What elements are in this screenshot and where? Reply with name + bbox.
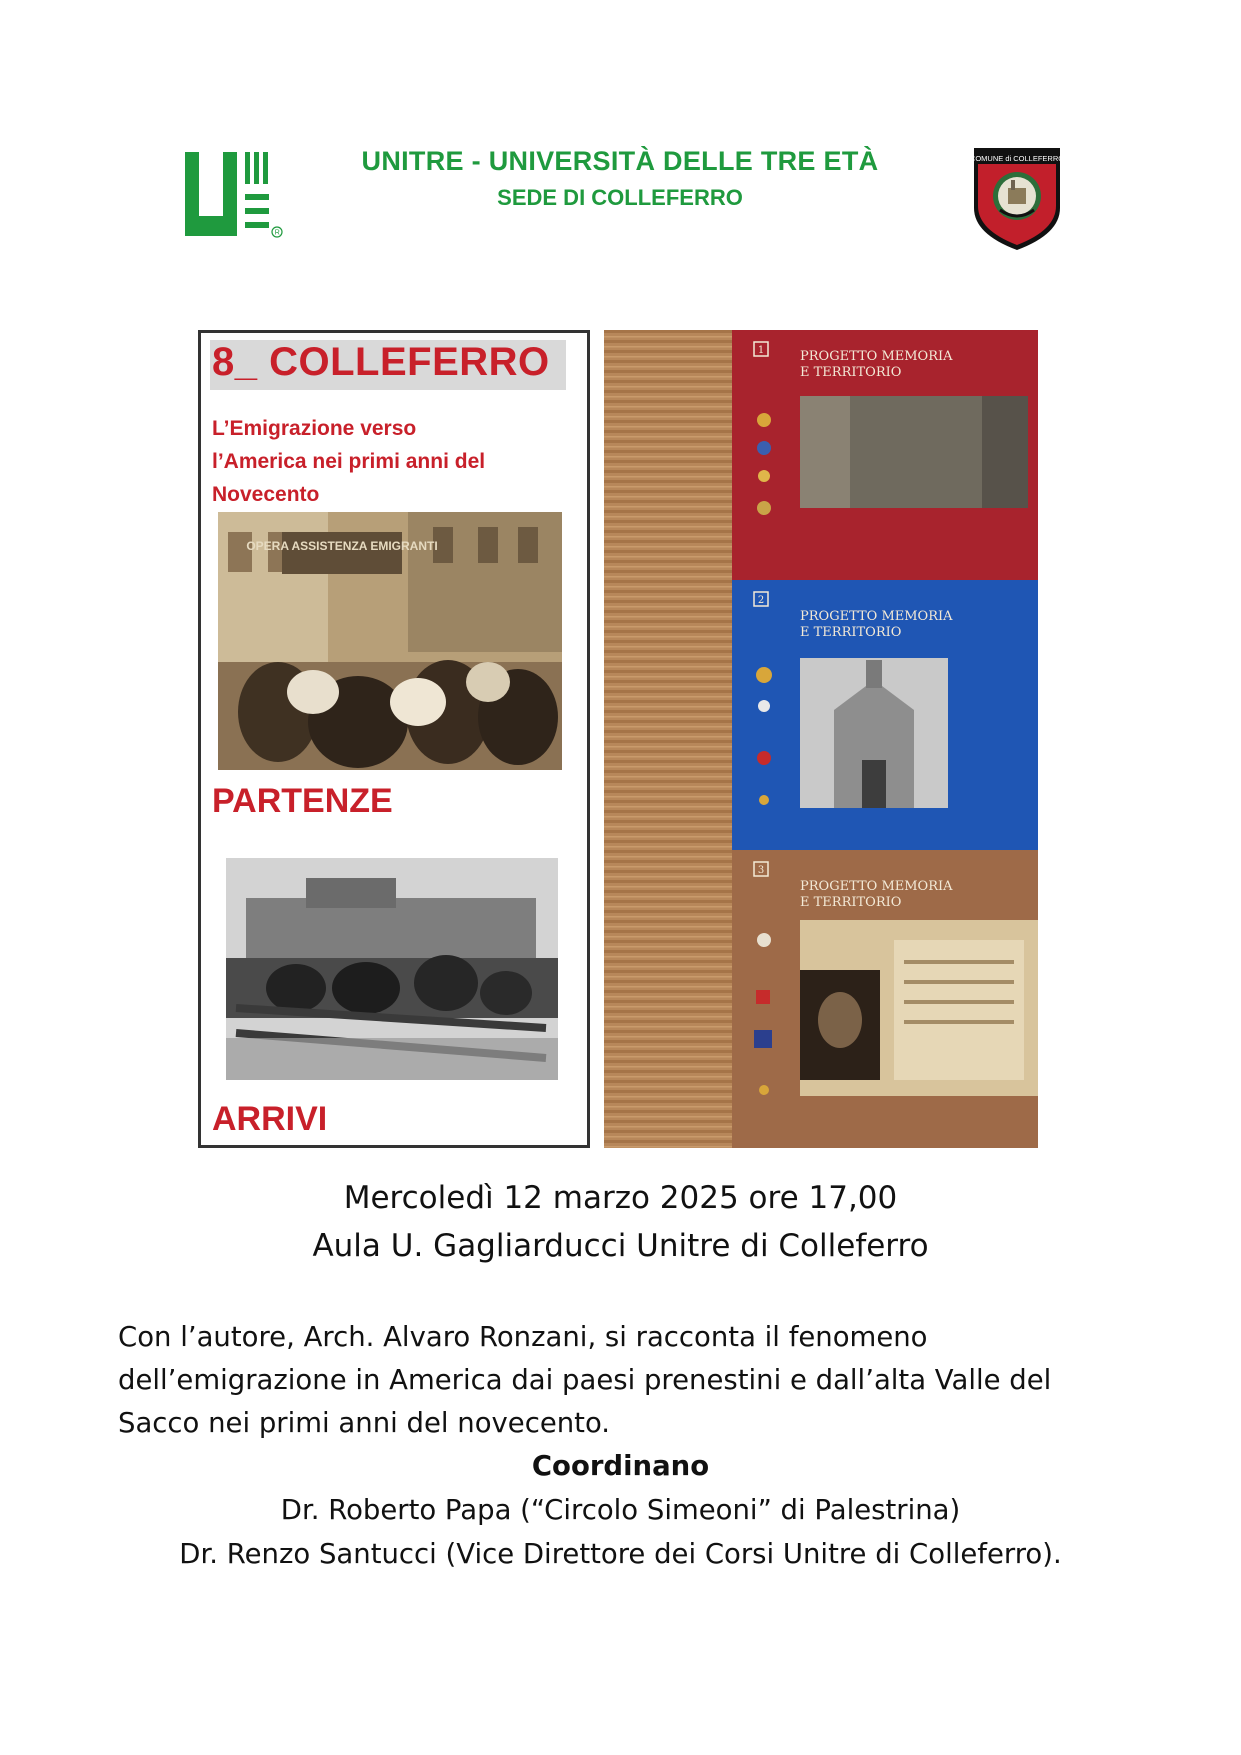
poster-subtitle-line: Novecento (212, 483, 320, 506)
emigrants-departure-photo (218, 512, 562, 770)
book-2-title-line2: E TERRITORIO (800, 625, 902, 640)
books-on-wood-photo (604, 330, 1038, 1148)
poster-subtitle-line: l’America nei primi anni del (212, 450, 486, 473)
label-partenze: PARTENZE (212, 782, 393, 820)
ellis-island-arrival-photo (226, 858, 558, 1080)
header-subtitle: SEDE DI COLLEFERRO (497, 185, 743, 210)
book-3-title-line1: PROGETTO MEMORIA (800, 879, 953, 894)
event-place: Aula U. Gagliarducci Unitre di Colleferro (312, 1228, 929, 1264)
book-1-title-line1: PROGETTO MEMORIA (800, 349, 953, 364)
header-title: UNITRE - UNIVERSITÀ DELLE TRE ETÀ (361, 146, 879, 176)
coordinator-2: Dr. Renzo Santucci (Vice Direttore dei Corsi Unitre di Colleferro). (179, 1538, 1062, 1570)
book-2-title-line1: PROGETTO MEMORIA (800, 609, 953, 624)
book-1-number: 1 (757, 345, 765, 356)
book-3-title-line2: E TERRITORIO (800, 895, 902, 910)
event-date: Mercoledì 12 marzo 2025 ore 17,00 (343, 1180, 898, 1216)
coordinator-1: Dr. Roberto Papa (“Circolo Simeoni” di Palestrina) (280, 1494, 961, 1526)
book-3-number: 3 (757, 865, 765, 876)
label-arrivi: ARRIVI (212, 1100, 328, 1138)
event-description: Con l’autore, Arch. Alvaro Ronzani, si racconta il fenomeno dell’emigrazione in America dai paesi prenestini e dall’alta Valle del Sacco nei primi anni del novecento. (118, 1321, 1052, 1439)
book-2-number: 2 (757, 595, 765, 606)
svg-text:R: R (274, 229, 280, 237)
poster-subtitle-line: L’Emigrazione verso (212, 417, 417, 440)
poster-title: 8_ COLLEFERRO (212, 340, 550, 384)
unitre-logo (183, 150, 283, 242)
colleferro-crest (970, 144, 1064, 254)
book-1-title-line2: E TERRITORIO (800, 365, 902, 380)
poster-subtitle (212, 412, 572, 511)
crest-text: COMUNE di COLLEFERRO (970, 154, 1064, 163)
coordinators-heading: Coordinano (531, 1450, 710, 1482)
photo-sign-text: OPERA ASSISTENZA EMIGRANTI (246, 539, 438, 553)
